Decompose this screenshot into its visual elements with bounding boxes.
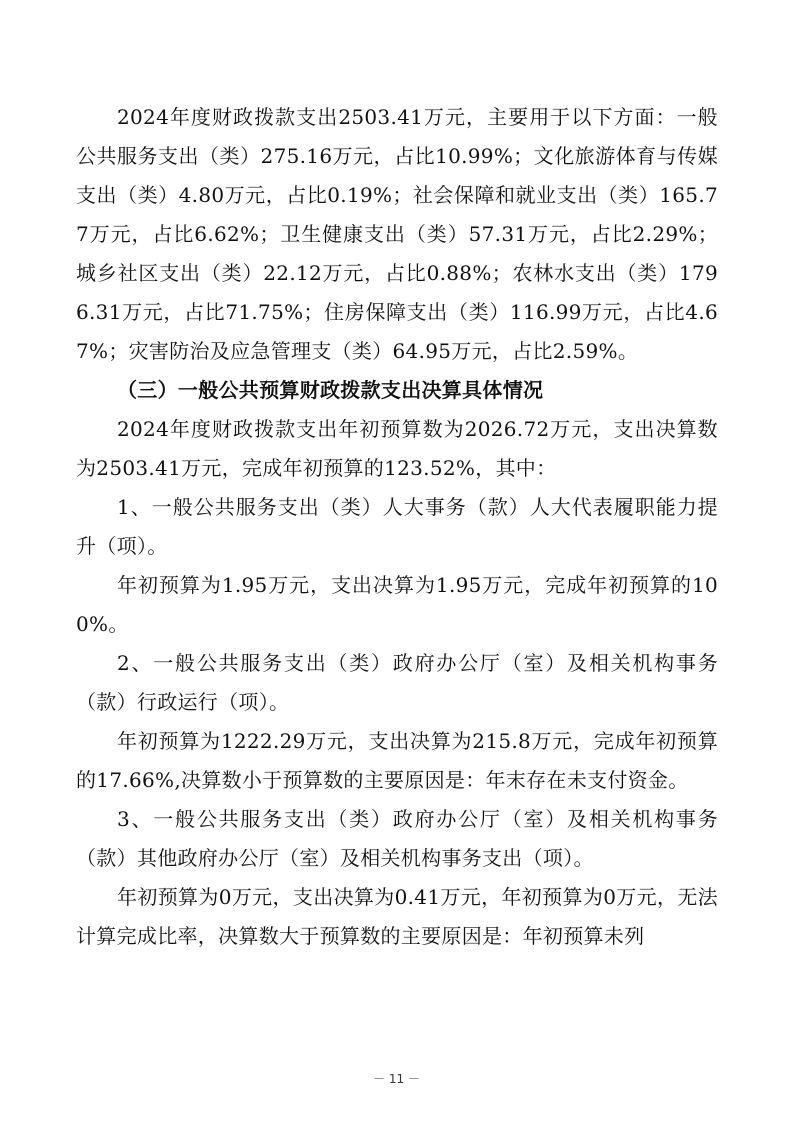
section-heading: （三）一般公共预算财政拨款支出决算具体情况	[117, 378, 544, 402]
paragraph-item-3-title: 3、一般公共服务支出（类）政府办公厅（室）及相关机构事务（款）其他政府办公厅（室）及相关机构事务支出（项）。	[76, 807, 718, 870]
paragraph-budget-overview: 2024年度财政拨款支出年初预算数为2026.72万元，支出决算数为2503.41万元，完成年初预算的123.52%，其中：	[76, 417, 718, 480]
paragraph-expenditure-summary: 2024年度财政拨款支出2503.41万元，主要用于以下方面：一般公共服务支出（类）275.16万元，占比10.99%；文化旅游体育与传媒支出（类）4.80万元，占比0.19%；社会保障和就业支出（类）165.77万元，占比6.62%；卫生健康支出（类）57.31万元，占比2.29%；城乡社区支出（类）22.12万元，占比0.88%；农林水支出（类）1796.31万元，占比71.75%；住房保障支出（类）116.99万元，占比4.67%；灾害防治及应急管理支（类）64.95万元，占比2.59%。	[76, 105, 718, 363]
page-number: － 11 －	[373, 1072, 420, 1086]
paragraph-item-3-detail: 年初预算为0万元，支出决算为0.41万元，年初预算为0万元，无法计算完成比率，决算数大于预算数的主要原因是：年初预算未列	[76, 885, 718, 948]
paragraph-item-1-detail: 年初预算为1.95万元，支出决算为1.95万元，完成年初预算的100%。	[76, 573, 718, 636]
paragraph-item-1-title: 1、一般公共服务支出（类）人大事务（款）人大代表履职能力提升（项）。	[76, 495, 718, 558]
document-body	[76, 98, 718, 956]
paragraph-item-2-title: 2、一般公共服务支出（类）政府办公厅（室）及相关机构事务（款）行政运行（项）。	[76, 651, 718, 714]
paragraph-item-2-detail: 年初预算为1222.29万元，支出决算为215.8万元，完成年初预算的17.66%,决算数小于预算数的主要原因是：年末存在未支付资金。	[76, 729, 718, 792]
